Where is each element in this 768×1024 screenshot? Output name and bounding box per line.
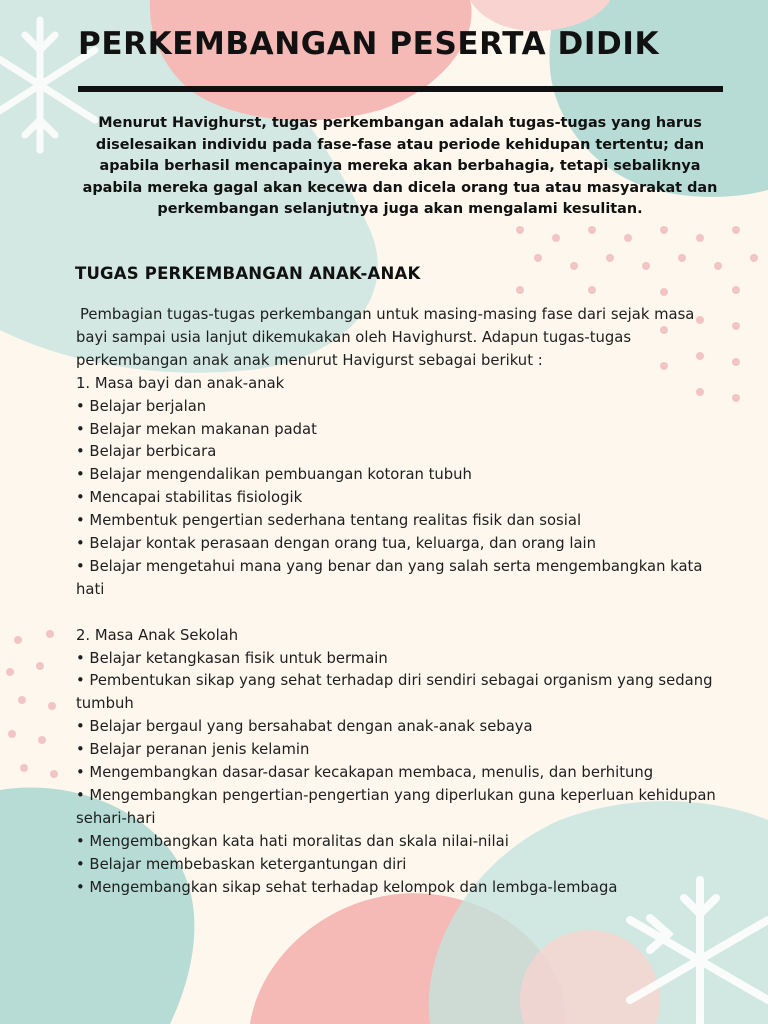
list-item: • Pembentukan sikap yang sehat terhadap diri sendiri sebagai organism yang sedang tumbuh xyxy=(76,672,713,713)
list-item: • Belajar mengendalikan pembuangan kotoran tubuh xyxy=(76,466,472,484)
list-item: • Belajar berjalan xyxy=(76,397,207,415)
list-item: • Mengembangkan sikap sehat terhadap kelompok dan lembga-lembaga xyxy=(76,878,618,896)
list-item: • Belajar peranan jenis kelamin xyxy=(76,741,310,759)
list-item: • Belajar mengetahui mana yang benar dan yang salah serta mengembangkan kata hati xyxy=(76,557,703,598)
list-item: • Belajar membebaskan ketergantungan diri xyxy=(76,855,407,873)
stage-heading-school-age: 2. Masa Anak Sekolah xyxy=(76,626,239,644)
list-item: • Membentuk pengertian sederhana tentang realitas fisik dan sosial xyxy=(76,512,582,530)
lead-paragraph: Pembagian tugas-tugas perkembangan untuk masing-masing fase dari sejak masa bayi sampai usia lanjut dikemukakan oleh Havighurst. Adapun tugas-tugas perkembangan anak anak menurut Havigurst sebagai berikut : xyxy=(76,306,695,369)
body-text xyxy=(76,304,716,900)
list-item: • Belajar mekan makanan padat xyxy=(76,420,317,438)
intro-paragraph: Menurut Havighurst, tugas perkembangan adalah tugas-tugas yang harus diselesaikan individu pada fase-fase atau periode kehidupan tertentu; dan apabila berhasil mencapainya mereka akan berbahagia, tetapi sebaliknya apabila mereka gagal akan kecewa dan dicela orang tua atau masyarakat dan perkembangan selanjutnya juga akan mengalami kesulitan. xyxy=(82,115,718,217)
title-underline xyxy=(78,86,723,92)
list-item: • Mengembangkan dasar-dasar kecakapan membaca, menulis, dan berhitung xyxy=(76,764,654,782)
stage-heading-infancy: 1. Masa bayi dan anak-anak xyxy=(76,374,285,392)
list-item: • Mengembangkan kata hati moralitas dan skala nilai-nilai xyxy=(76,832,509,850)
list-item: • Belajar ketangkasan fisik untuk bermain xyxy=(76,649,388,667)
page-title: PERKEMBANGAN PESERTA DIDIK xyxy=(78,26,660,62)
list-item: • Mengembangkan pengertian-pengertian yang diperlukan guna keperluan kehidupan sehari-hari xyxy=(76,787,716,827)
list-item: • Belajar kontak perasaan dengan orang tua, keluarga, dan orang lain xyxy=(76,535,597,553)
section-heading: TUGAS PERKEMBANGAN ANAK-ANAK xyxy=(75,264,421,283)
list-item: • Belajar berbicara xyxy=(76,443,217,461)
list-item: • Belajar bergaul yang bersahabat dengan anak-anak sebaya xyxy=(76,718,533,736)
paragraph-spacer xyxy=(76,602,716,625)
list-item: • Mencapai stabilitas fisiologik xyxy=(76,489,303,507)
